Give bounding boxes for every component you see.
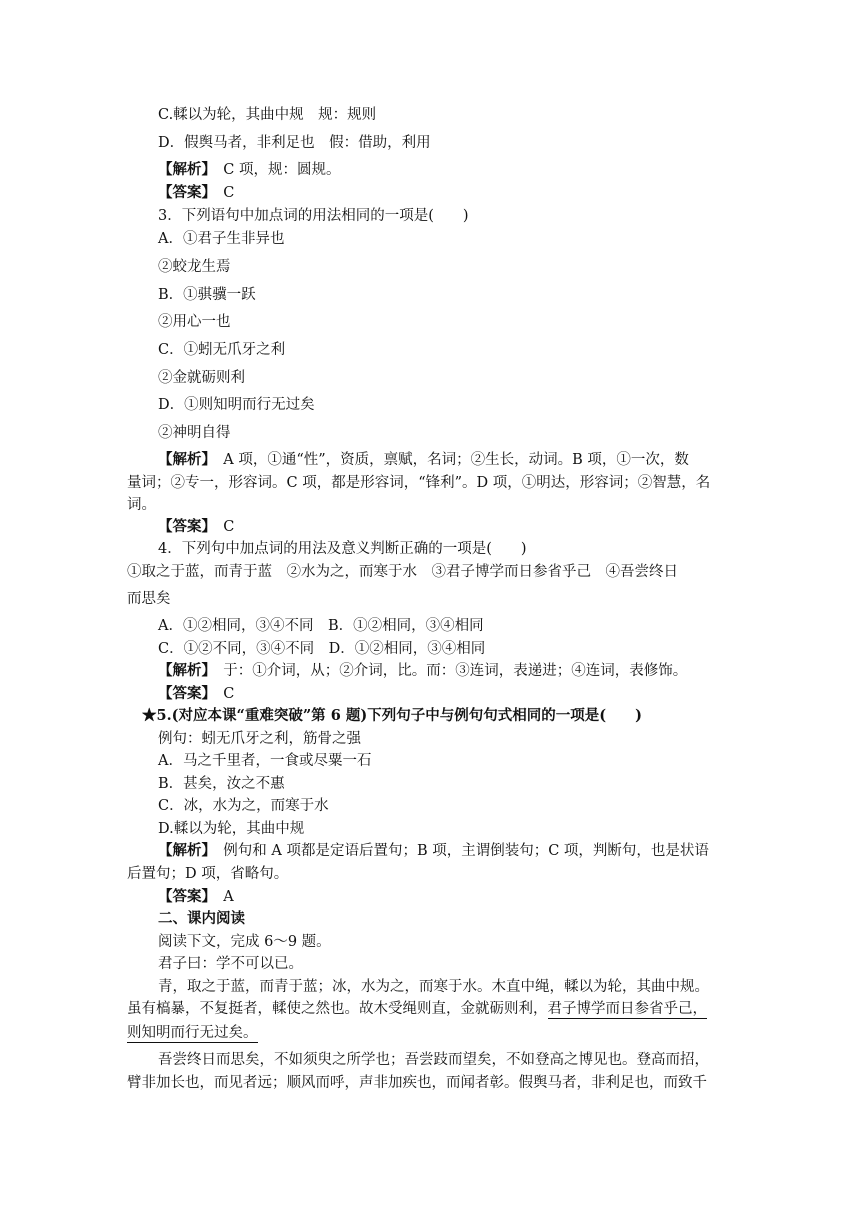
- answer-text: A: [208, 889, 234, 905]
- passage-line: [127, 1000, 707, 1018]
- analysis-tag: 【解析】: [158, 842, 209, 859]
- analysis-line: [158, 842, 709, 860]
- question-5-example: 例句：蚓无爪牙之利，筋骨之强: [158, 731, 361, 747]
- answer-line: [158, 685, 234, 703]
- question-4-stem: 4．下列句中加点词的用法及意义判断正确的一项是( ): [158, 541, 527, 557]
- question-3-option-a1: A．①君子生非异也: [158, 231, 285, 247]
- analysis-text: C 项，规：圆规。: [208, 162, 341, 178]
- analysis-line: [158, 451, 689, 469]
- question-3-stem: 3．下列语句中加点词的用法相同的一项是( ): [158, 208, 469, 224]
- question-5-stem: ★5.(对应本课“重难突破”第 6 题)下列句子中与例句句式相同的一项是( ): [142, 707, 642, 724]
- question-4-sentences: ①取之于蓝，而青于蓝 ②水为之，而寒于水 ③君子博学而日参省乎己 ④吾尝终日: [127, 564, 678, 580]
- analysis-text: 例句和 A 项都是定语后置句；B 项，主谓倒装句；C 项，判断句，也是状语: [208, 843, 709, 859]
- option-c-line: C.輮以为轮，其曲中规 规：规则: [158, 107, 377, 123]
- answer-text: C: [208, 185, 235, 201]
- answer-tag: 【答案】: [158, 184, 209, 201]
- analysis-tag: 【解析】: [158, 161, 209, 178]
- analysis-text: A 项，①通“性”，资质，禀赋，名词；②生长，动词。B 项，①一次，数: [208, 452, 689, 468]
- analysis-line: [158, 161, 340, 179]
- question-3-option-a2: ②蛟龙生焉: [158, 259, 231, 275]
- answer-line: [158, 184, 234, 202]
- passage-line: [127, 1024, 258, 1042]
- question-3-option-c2: ②金就砺则利: [158, 370, 245, 386]
- answer-tag: 【答案】: [158, 685, 209, 702]
- answer-line: [158, 518, 234, 536]
- reading-instruction: 阅读下文，完成 6～9 题。: [158, 934, 331, 950]
- passage-line: 青，取之于蓝，而青于蓝；冰，水为之，而寒于水。木直中绳，輮以为轮，其曲中规。: [158, 979, 709, 995]
- passage-text: 虽有槁暴，不复挺者，輮使之然也。故木受绳则直，金就砺则利，: [127, 1001, 548, 1017]
- question-4-options-cd: C．①②不同，③④不同 D．①②相同，③④相同: [158, 641, 486, 657]
- answer-text: C: [208, 686, 235, 702]
- passage-line: 吾尝终日而思矣，不如须臾之所学也；吾尝跂而望矣，不如登高之博见也。登高而招，: [158, 1052, 709, 1068]
- underlined-sentence: 则知明而行无过矣。: [127, 1025, 258, 1041]
- question-5-option-d: D.輮以为轮，其曲中规: [158, 821, 305, 837]
- question-5-option-c: C．冰，水为之，而寒于水: [158, 798, 329, 814]
- answer-tag: 【答案】: [158, 518, 209, 535]
- option-d-line: D．假舆马者，非利足也 假：借助，利用: [158, 135, 431, 151]
- passage-line: 君子曰：学不可以已。: [158, 956, 303, 972]
- answer-text: C: [208, 519, 235, 535]
- question-3-option-d2: ②神明自得: [158, 425, 231, 441]
- analysis-tag: 【解析】: [158, 662, 209, 679]
- analysis-continuation: 量词；②专一，形容词。C 项，都是形容词，“锋利”。D 项，①明达，形容词；②智慧，名: [127, 475, 711, 491]
- passage-line: 臂非加长也，而见者远；顺风而呼，声非加疾也，而闻者彰。假舆马者，非利足也，而致千: [127, 1075, 707, 1091]
- analysis-continuation: 后置句；D 项，省略句。: [127, 866, 289, 882]
- analysis-continuation: 词。: [127, 497, 156, 513]
- question-5-option-a: A．马之千里者，一食或尽粟一石: [158, 753, 372, 769]
- question-5-option-b: B．甚矣，汝之不惠: [158, 776, 285, 792]
- question-4-sentences-cont: 而思矣: [127, 591, 171, 607]
- question-4-options-ab: A．①②相同，③④不同 B．①②相同，③④相同: [158, 618, 484, 634]
- section-heading: 二、课内阅读: [158, 910, 245, 927]
- question-3-option-b2: ②用心一也: [158, 314, 231, 330]
- question-3-option-c1: C．①蚓无爪牙之利: [158, 342, 286, 358]
- answer-line: [158, 888, 234, 906]
- analysis-tag: 【解析】: [158, 451, 209, 468]
- analysis-line: [158, 662, 687, 680]
- underlined-sentence: 君子博学而日参省乎己，: [547, 1001, 707, 1017]
- answer-tag: 【答案】: [158, 888, 209, 905]
- analysis-text: 于：①介词，从；②介词，比。而：③连词，表递进；④连词，表修饰。: [208, 663, 688, 679]
- question-3-option-d1: D．①则知明而行无过矣: [158, 397, 315, 413]
- question-3-option-b1: B．①骐骥一跃: [158, 287, 256, 303]
